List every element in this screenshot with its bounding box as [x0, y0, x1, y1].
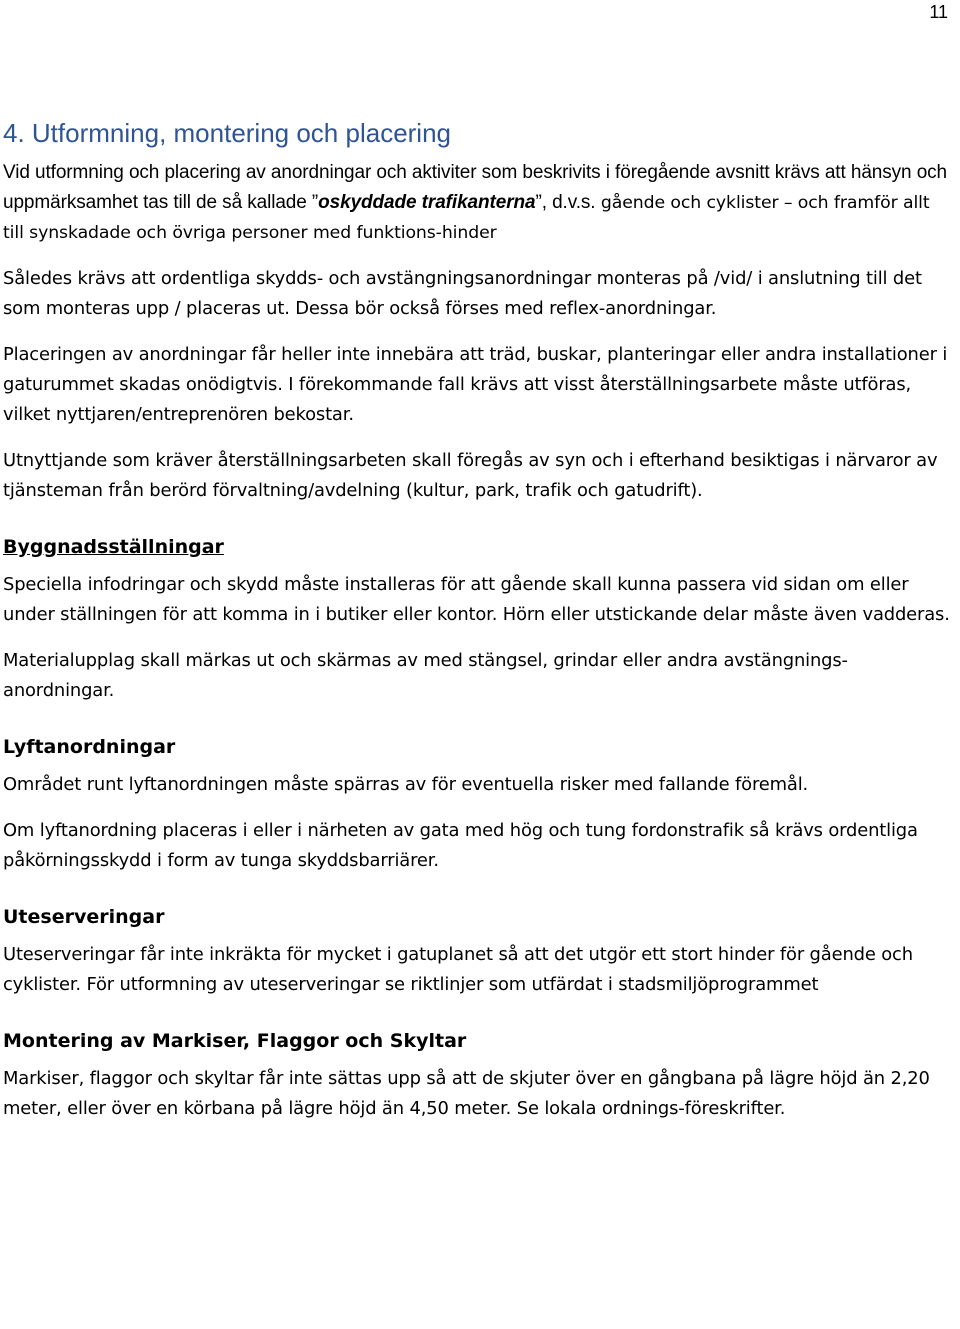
paragraph-placering: Placeringen av anordningar får heller inte innebära att träd, buskar, planteringar eller andra installationer i gaturummet skadas onödigtvis. I förekommande fall krävs att visst återställningsarbete måste utföras, vilket nyttjaren/entreprenören bekostar. — [3, 344, 948, 425]
paragraph-skydd: Således krävs att ordentliga skydds- och avstängningsanordningar monteras på /vid/ i anslutning till det som monteras upp / placeras ut. Dessa bör också förses med reflex-anordningar. — [3, 268, 922, 319]
intro-text-part2: ”, d.v.s. — [535, 192, 596, 213]
paragraph-aterstallning: Utnyttjande som kräver återställningsarbeten skall föregås av syn och i efterhand besiktigas i närvaror av tjänsteman från berörd förvaltning/avdelning (kultur, park, trafik och gatudrift). — [3, 450, 938, 501]
subheading-byggnadsstallningar: Byggnadsställningar — [3, 536, 224, 558]
intro-paragraph — [3, 158, 953, 248]
document-body — [3, 112, 953, 1124]
intro-text-part1: Vid utformning och placering av anordningar och aktiviter som beskrivits i föregående avsnitt krävs att hänsyn och uppmärksamhet tas till de så kallade ” — [3, 162, 948, 213]
intro-emphasis: oskyddade trafikanterna — [318, 192, 536, 213]
section-heading: 4. Utformning, montering och placering — [3, 118, 452, 148]
paragraph-lyft-1: Området runt lyftanordningen måste spärras av för eventuella risker med fallande föremål. — [3, 774, 809, 795]
paragraph-byggnad-2: Materialupplag skall märkas ut och skärmas av med stängsel, grindar eller andra avstängnings-anordningar. — [3, 650, 848, 701]
subheading-lyftanordningar: Lyftanordningar — [3, 736, 176, 758]
subheading-montering: Montering av Markiser, Flaggor och Skyltar — [3, 1030, 467, 1052]
paragraph-lyft-2: Om lyftanordning placeras i eller i närheten av gata med hög och tung fordonstrafik så krävs ordentliga påkörningsskydd i form av tunga skyddsbarriärer. — [3, 820, 918, 871]
paragraph-ute-1: Uteserveringar får inte inkräkta för mycket i gatuplanet så att det utgör ett stort hinder för gående och cyklister. För utformning av uteserveringar se riktlinjer som utfärdat i stadsmiljöprogrammet — [3, 944, 913, 995]
subheading-uteserveringar: Uteserveringar — [3, 906, 165, 928]
intro-text-part3: gående och cyklister – och framför allt till synskadade och övriga personer med funktions-hinder — [3, 193, 930, 243]
page-number: 11 — [929, 2, 948, 22]
paragraph-byggnad-1: Speciella infodringar och skydd måste installeras för att gående skall kunna passera vid sidan om eller under ställningen för att komma in i butiker eller kontor. Hörn eller utstickande delar måste även vadderas. — [3, 574, 950, 625]
paragraph-montering-1: Markiser, flaggor och skyltar får inte sättas upp så att de skjuter över en gångbana på lägre höjd än 2,20 meter, eller över en körbana på lägre höjd än 4,50 meter. Se lokala ordnings-föreskrifter. — [3, 1068, 930, 1119]
